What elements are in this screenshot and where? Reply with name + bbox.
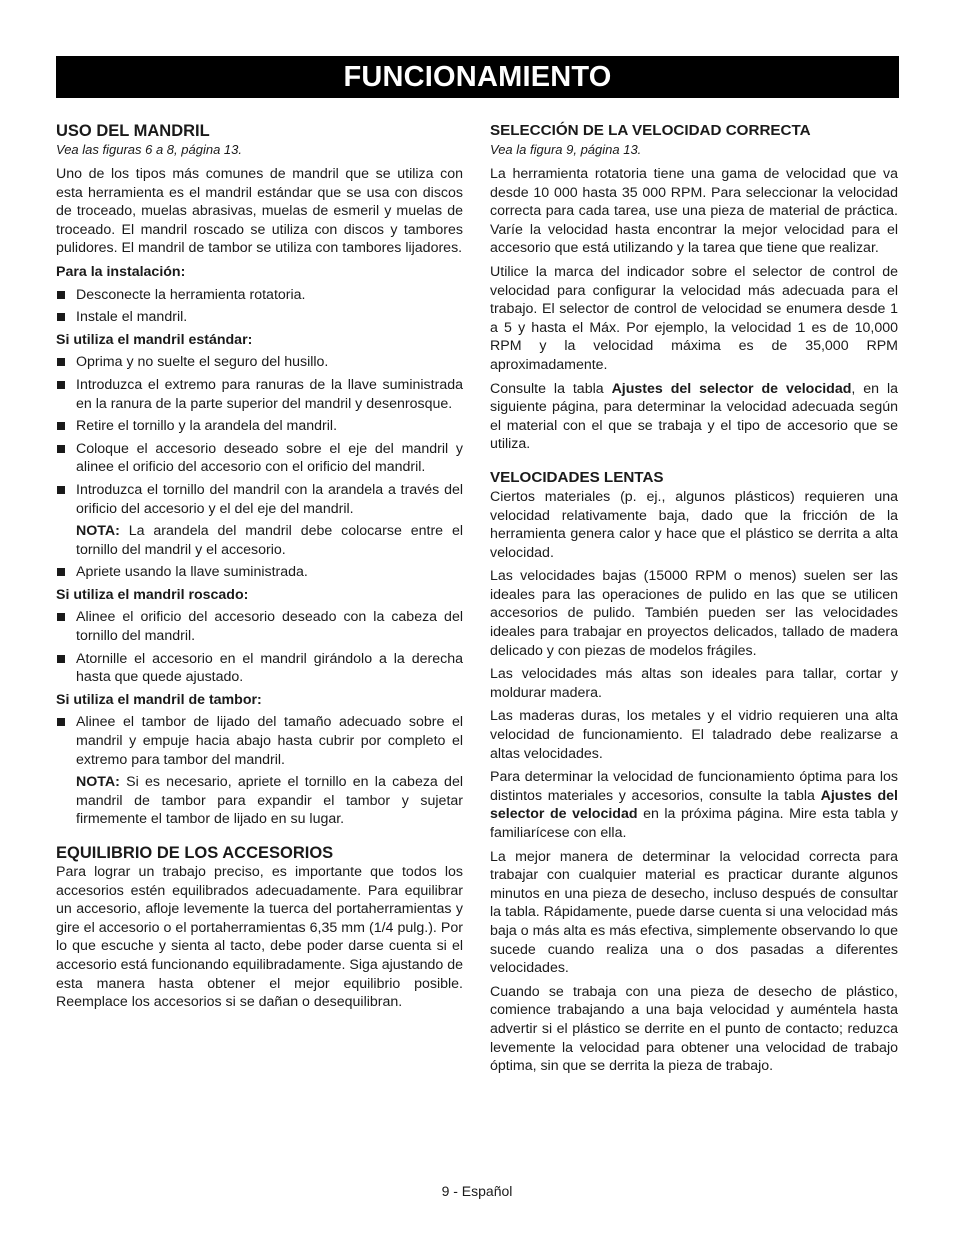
right-column	[490, 121, 898, 1081]
paragraph	[490, 380, 898, 454]
list-item: Introduzca el tornillo del mandril con la arandela a través del orificio del accesorio y el del eje del mandril.	[56, 481, 463, 518]
list-item: Introduzca el extremo para ranuras de la llave suministrada en la ranura de la parte superior del mandril y desenrosque.	[56, 376, 463, 413]
list-item: Oprima y no suelte el seguro del husillo.	[56, 353, 463, 372]
text-run: Para determinar la velocidad de funcionamiento óptima para los distintos materiales y accesorios, consulte la tabla	[490, 769, 898, 804]
paragraph: Cuando se trabaja con una pieza de desecho de plástico, comience trabajando a una baja velocidad y auméntela hasta advertir si el plástico se derrite en el punto de contacto; reduzca levemente la velocidad para obtener una velocidad de trabajo óptima, sin que se derrita la pieza de trabajo.	[490, 983, 898, 1075]
section-banner	[56, 56, 899, 98]
list-item: Instale el mandril.	[56, 308, 463, 327]
note	[56, 522, 463, 559]
heading-seleccion-velocidad: SELECCIÓN DE LA VELOCIDAD CORRECTA	[490, 122, 811, 139]
label-drum-mandrel: Si utiliza el mandril de tambor:	[56, 691, 262, 708]
paragraph: Utilice la marca del indicador sobre el selector de control de velocidad para configurar la velocidad más adecuada para el trabajo. El selector de control de velocidad se enumera desde 1 a 5 y hasta el Máx. Por ejemplo, la velocidad 1 es de 10,000 RPM y la velocidad máxima es de 35,000 RPM aproximadamente.	[490, 263, 898, 373]
label-standard-mandrel: Si utiliza el mandril estándar:	[56, 331, 253, 348]
heading-velocidades-lentas: VELOCIDADES LENTAS	[490, 468, 664, 486]
list-item: Retire el tornillo y la arandela del mandril.	[56, 417, 463, 436]
paragraph: Ciertos materiales (p. ej., algunos plásticos) requieren una velocidad relativamente baja, dado que la fricción de la herramienta genera calor y hace que el plástico se derrita a alta velocidad.	[490, 488, 898, 561]
bullet-list	[56, 563, 463, 582]
heading-uso-del-mandril: USO DEL MANDRIL	[56, 122, 210, 140]
list-item: Coloque el accesorio deseado sobre el eje del mandril y alinee el orificio del accesorio con el orificio del mandril.	[56, 440, 463, 477]
text-run: Consulte la tabla	[490, 380, 612, 397]
table-reference: Ajustes del selector de velocidad	[490, 787, 898, 823]
paragraph: Uno de los tipos más comunes de mandril que se utiliza con esta herramienta es el mandril estándar que se usa con discos de troceado, muelas abrasivas, muelas de esmeril y muelas de troceado. El mandril roscado se utiliza con discos y tambores pulidores. El mandril de tambor se utiliza con tambores lijadores.	[56, 166, 463, 257]
paragraph: Para lograr un trabajo preciso, es importante que todos los accesorios estén equilibrados adecuadamente. Para equilibrar un accesorio, afloje levemente la tuerca del portaherramientas y gire el accesorio o el portaherramientas 6,35 mm (1/4 pulg.). Por lo que escuche y sienta al tacto, debe poder darse cuenta si el accesorio está funcionando equilibradamente. Siga ajustando de esta manera hasta obtener el mejor equilibrio posible. Reemplace los accesorios si se dañan o desequilibran.	[56, 864, 463, 1011]
bullet-list	[56, 608, 463, 686]
label-installation: Para la instalación:	[56, 263, 186, 280]
bullet-list	[56, 286, 463, 327]
paragraph: La mejor manera de determinar la velocidad correcta para trabajar con cualquier material es practicar durante algunos minutos en una pieza de desecho, incluso después de consultar la tabla. Rápidamente, puede darse cuenta si una velocidad más baja o más alta es más efectiva, simplemente observando lo que sucede cuando realiza una o dos pasadas a diferentes velocidades.	[490, 848, 898, 977]
note-label: NOTA:	[76, 523, 120, 540]
page-footer: 9 - Español	[441, 1183, 513, 1199]
note-text: La arandela del mandril debe colocarse entre el tornillo del mandril y el accesorio.	[76, 523, 463, 558]
left-column	[56, 121, 463, 1017]
heading-equilibrio: EQUILIBRIO DE LOS ACCESORIOS	[56, 844, 334, 862]
list-item: Alinee el tambor de lijado del tamaño adecuado sobre el mandril y empuje hacia abajo hasta cubrir por completo el extremo para tambor del mandril.	[56, 713, 463, 769]
text-run: , en la siguiente página, para determinar la velocidad adecuada según el material con el que se trabaja y el tipo de accesorio que se utiliza.	[490, 380, 898, 453]
text-run: en la próxima página. Mire esta tabla y familiarícese con ella.	[490, 806, 898, 841]
paragraph: Las maderas duras, los metales y el vidrio requieren una alta velocidad de funcionamiento. El taladrado debe realizarse a altas velocidades.	[490, 708, 898, 762]
label-threaded-mandrel: Si utiliza el mandril roscado:	[56, 586, 249, 603]
paragraph	[490, 768, 898, 842]
note	[56, 773, 463, 829]
paragraph: La herramienta rotatoria tiene una gama de velocidad que va desde 10 000 hasta 35 000 RPM. Para seleccionar la velocidad correcta para cada tarea, use una pieza de material de práctica. Varíe la velocidad hasta encontrar la mejor velocidad para el accesorio que está utilizando y la tarea que tiene que realizar.	[490, 166, 898, 257]
table-reference: Ajustes del selector de velocidad	[611, 380, 852, 397]
note-text: Si es necesario, apriete el tornillo en la cabeza del mandril de tambor para expandir el tambor y sujetar firmemente el tambor de lijado en su lugar.	[76, 774, 463, 828]
list-item: Desconecte la herramienta rotatoria.	[56, 286, 463, 305]
figure-reference: Vea la figura 9, página 13.	[490, 142, 642, 157]
list-item: Atornille el accesorio en el mandril girándolo a la derecha hasta que quede ajustado.	[56, 650, 463, 687]
list-item: Alinee el orificio del accesorio deseado con la cabeza del tornillo del mandril.	[56, 608, 463, 645]
list-item: Apriete usando la llave suministrada.	[56, 563, 463, 582]
figure-reference: Vea las figuras 6 a 8, página 13.	[56, 142, 242, 157]
bullet-list	[56, 713, 463, 769]
paragraph: Las velocidades bajas (15000 RPM o menos) suelen ser las ideales para las operaciones de pulido en las que se utilicen accesorios de pulido. También pueden ser las velocidades ideales para trabajar en proyectos delicados, tallado de madera delicado y con piezas de modelos frágiles.	[490, 568, 898, 659]
bullet-list	[56, 353, 463, 518]
paragraph: Las velocidades más altas son ideales para tallar, cortar y moldurar madera.	[490, 666, 898, 701]
page-title: FUNCIONAMIENTO	[343, 61, 612, 93]
note-label: NOTA:	[76, 774, 120, 791]
